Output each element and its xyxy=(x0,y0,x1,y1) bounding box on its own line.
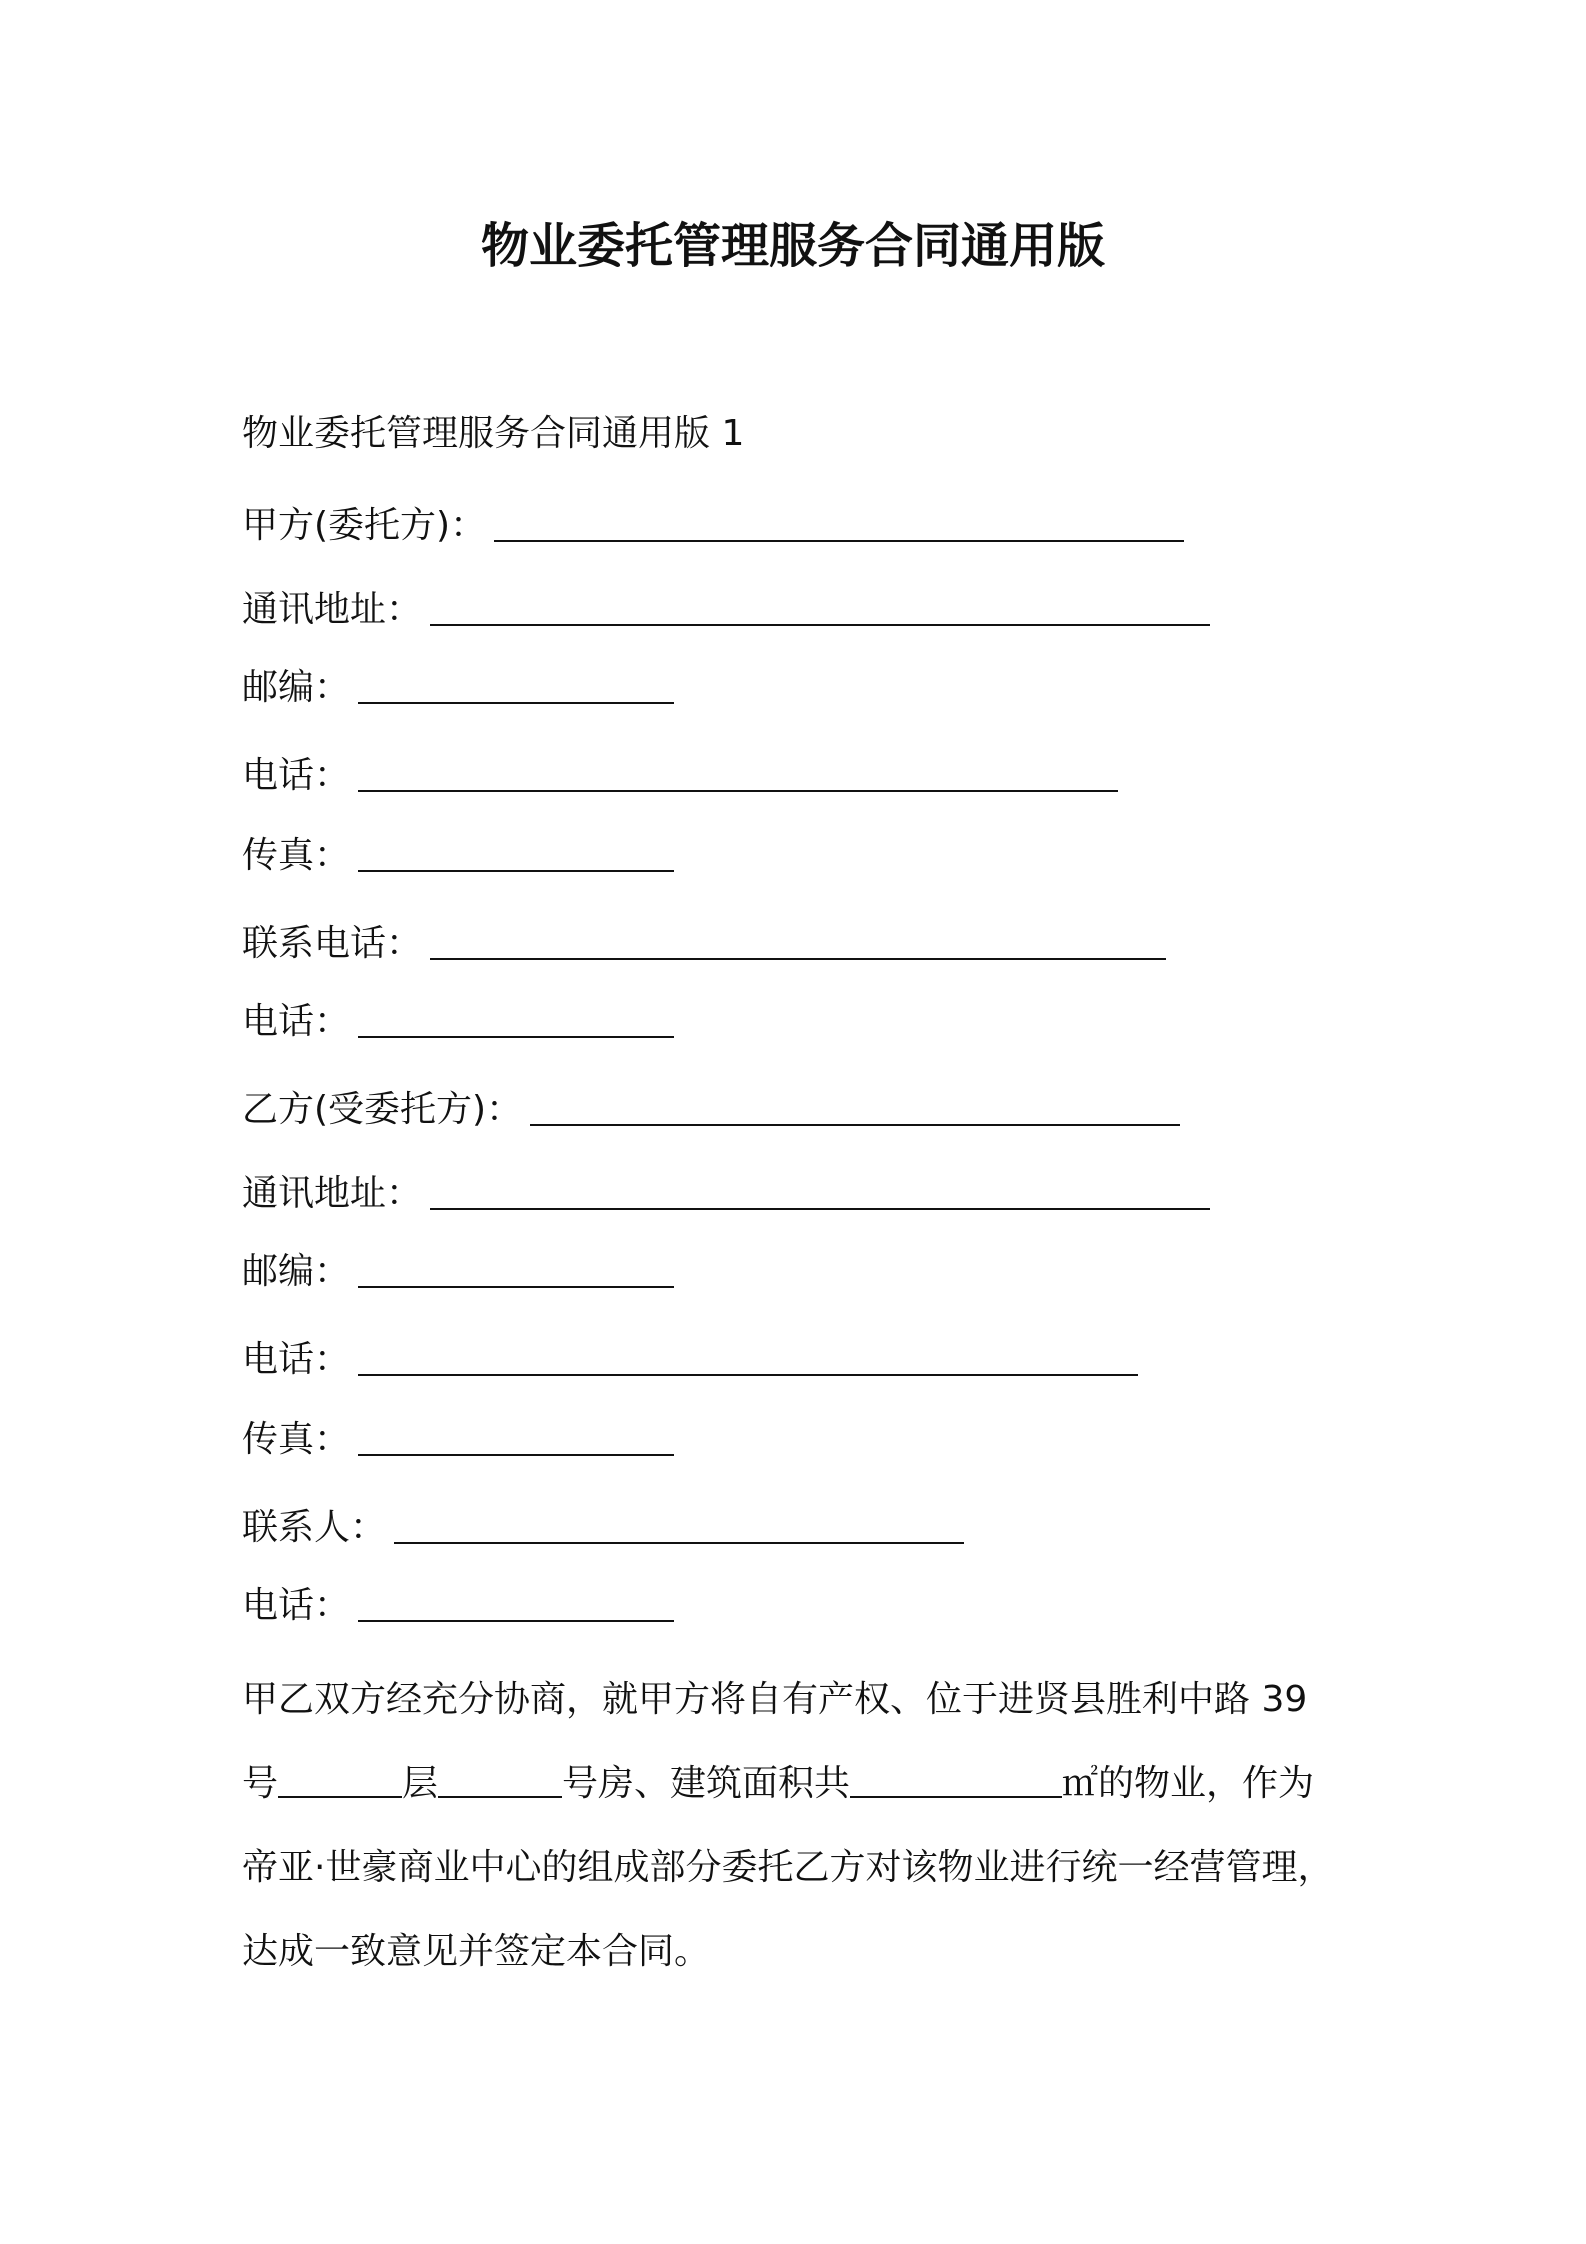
party-a-phone2-field xyxy=(242,996,674,1048)
paragraph-line-4: 达成一致意见并签定本合同。 xyxy=(242,1931,711,1972)
room-number-prefix: 号 xyxy=(242,1763,279,1804)
party-a-phone-label: 电话： xyxy=(242,755,351,796)
party-b-address-field xyxy=(242,1168,1210,1220)
party-a-phone-blank[interactable] xyxy=(358,750,1118,792)
party-a-contact-phone-label: 联系电话： xyxy=(242,923,423,964)
party-b-phone2-label: 电话： xyxy=(242,1585,351,1626)
paragraph-line-2 xyxy=(242,1742,1362,1826)
party-a-name-field xyxy=(242,500,1184,552)
party-b-contact-field xyxy=(242,1502,964,1554)
document-title: 物业委托管理服务合同通用版 xyxy=(480,218,1105,274)
party-a-name-label: 甲方(委托方)： xyxy=(242,505,487,546)
agreement-paragraph xyxy=(242,1658,1362,1994)
party-a-postcode-field xyxy=(242,662,674,714)
party-b-name-blank[interactable] xyxy=(530,1084,1180,1126)
party-b-postcode-field xyxy=(242,1246,674,1298)
party-b-phone2-blank[interactable] xyxy=(358,1580,674,1622)
party-a-phone2-blank[interactable] xyxy=(358,996,674,1038)
party-a-contact-phone-field xyxy=(242,918,1166,970)
party-a-postcode-blank[interactable] xyxy=(358,662,674,704)
party-b-postcode-blank[interactable] xyxy=(358,1246,674,1288)
area-unit-label: ㎡的物业，作为 xyxy=(1062,1763,1315,1804)
party-a-address-blank[interactable] xyxy=(430,584,1210,626)
party-b-phone-field xyxy=(242,1334,1138,1386)
party-b-address-label: 通讯地址： xyxy=(242,1173,423,1214)
party-a-contact-phone-blank[interactable] xyxy=(430,918,1166,960)
party-a-address-label: 通讯地址： xyxy=(242,589,423,630)
party-a-fax-blank[interactable] xyxy=(358,830,674,872)
party-b-phone-label: 电话： xyxy=(242,1339,351,1380)
floor-blank[interactable] xyxy=(278,1756,402,1798)
party-b-phone-blank[interactable] xyxy=(358,1334,1138,1376)
party-b-postcode-label: 邮编： xyxy=(242,1251,351,1292)
party-b-fax-blank[interactable] xyxy=(358,1414,674,1456)
party-b-fax-field xyxy=(242,1414,674,1466)
party-b-name-field xyxy=(242,1084,1180,1136)
party-b-phone2-field xyxy=(242,1580,674,1632)
party-a-postcode-label: 邮编： xyxy=(242,667,351,708)
party-a-phone2-label: 电话： xyxy=(242,1001,351,1042)
party-a-fax-field xyxy=(242,830,674,882)
party-b-address-blank[interactable] xyxy=(430,1168,1210,1210)
party-a-fax-label: 传真： xyxy=(242,835,351,876)
room-blank[interactable] xyxy=(438,1756,562,1798)
contract-subtitle: 物业委托管理服务合同通用版 1 xyxy=(242,413,745,454)
party-a-name-blank[interactable] xyxy=(494,500,1184,542)
party-a-phone-field xyxy=(242,750,1118,802)
party-a-address-field xyxy=(242,584,1210,636)
area-blank[interactable] xyxy=(850,1756,1062,1798)
party-b-name-label: 乙方(受委托方)： xyxy=(242,1089,523,1130)
paragraph-line-1: 甲乙双方经充分协商，就甲方将自有产权、位于进贤县胜利中路 39 xyxy=(242,1679,1308,1720)
party-b-contact-label: 联系人： xyxy=(242,1507,387,1548)
paragraph-line-3: 帝亚·世豪商业中心的组成部分委托乙方对该物业进行统一经营管理， xyxy=(242,1847,1334,1888)
floor-label: 层 xyxy=(402,1763,439,1804)
party-b-contact-blank[interactable] xyxy=(394,1502,964,1544)
party-b-fax-label: 传真： xyxy=(242,1419,351,1460)
room-area-label: 号房、建筑面积共 xyxy=(562,1763,851,1804)
